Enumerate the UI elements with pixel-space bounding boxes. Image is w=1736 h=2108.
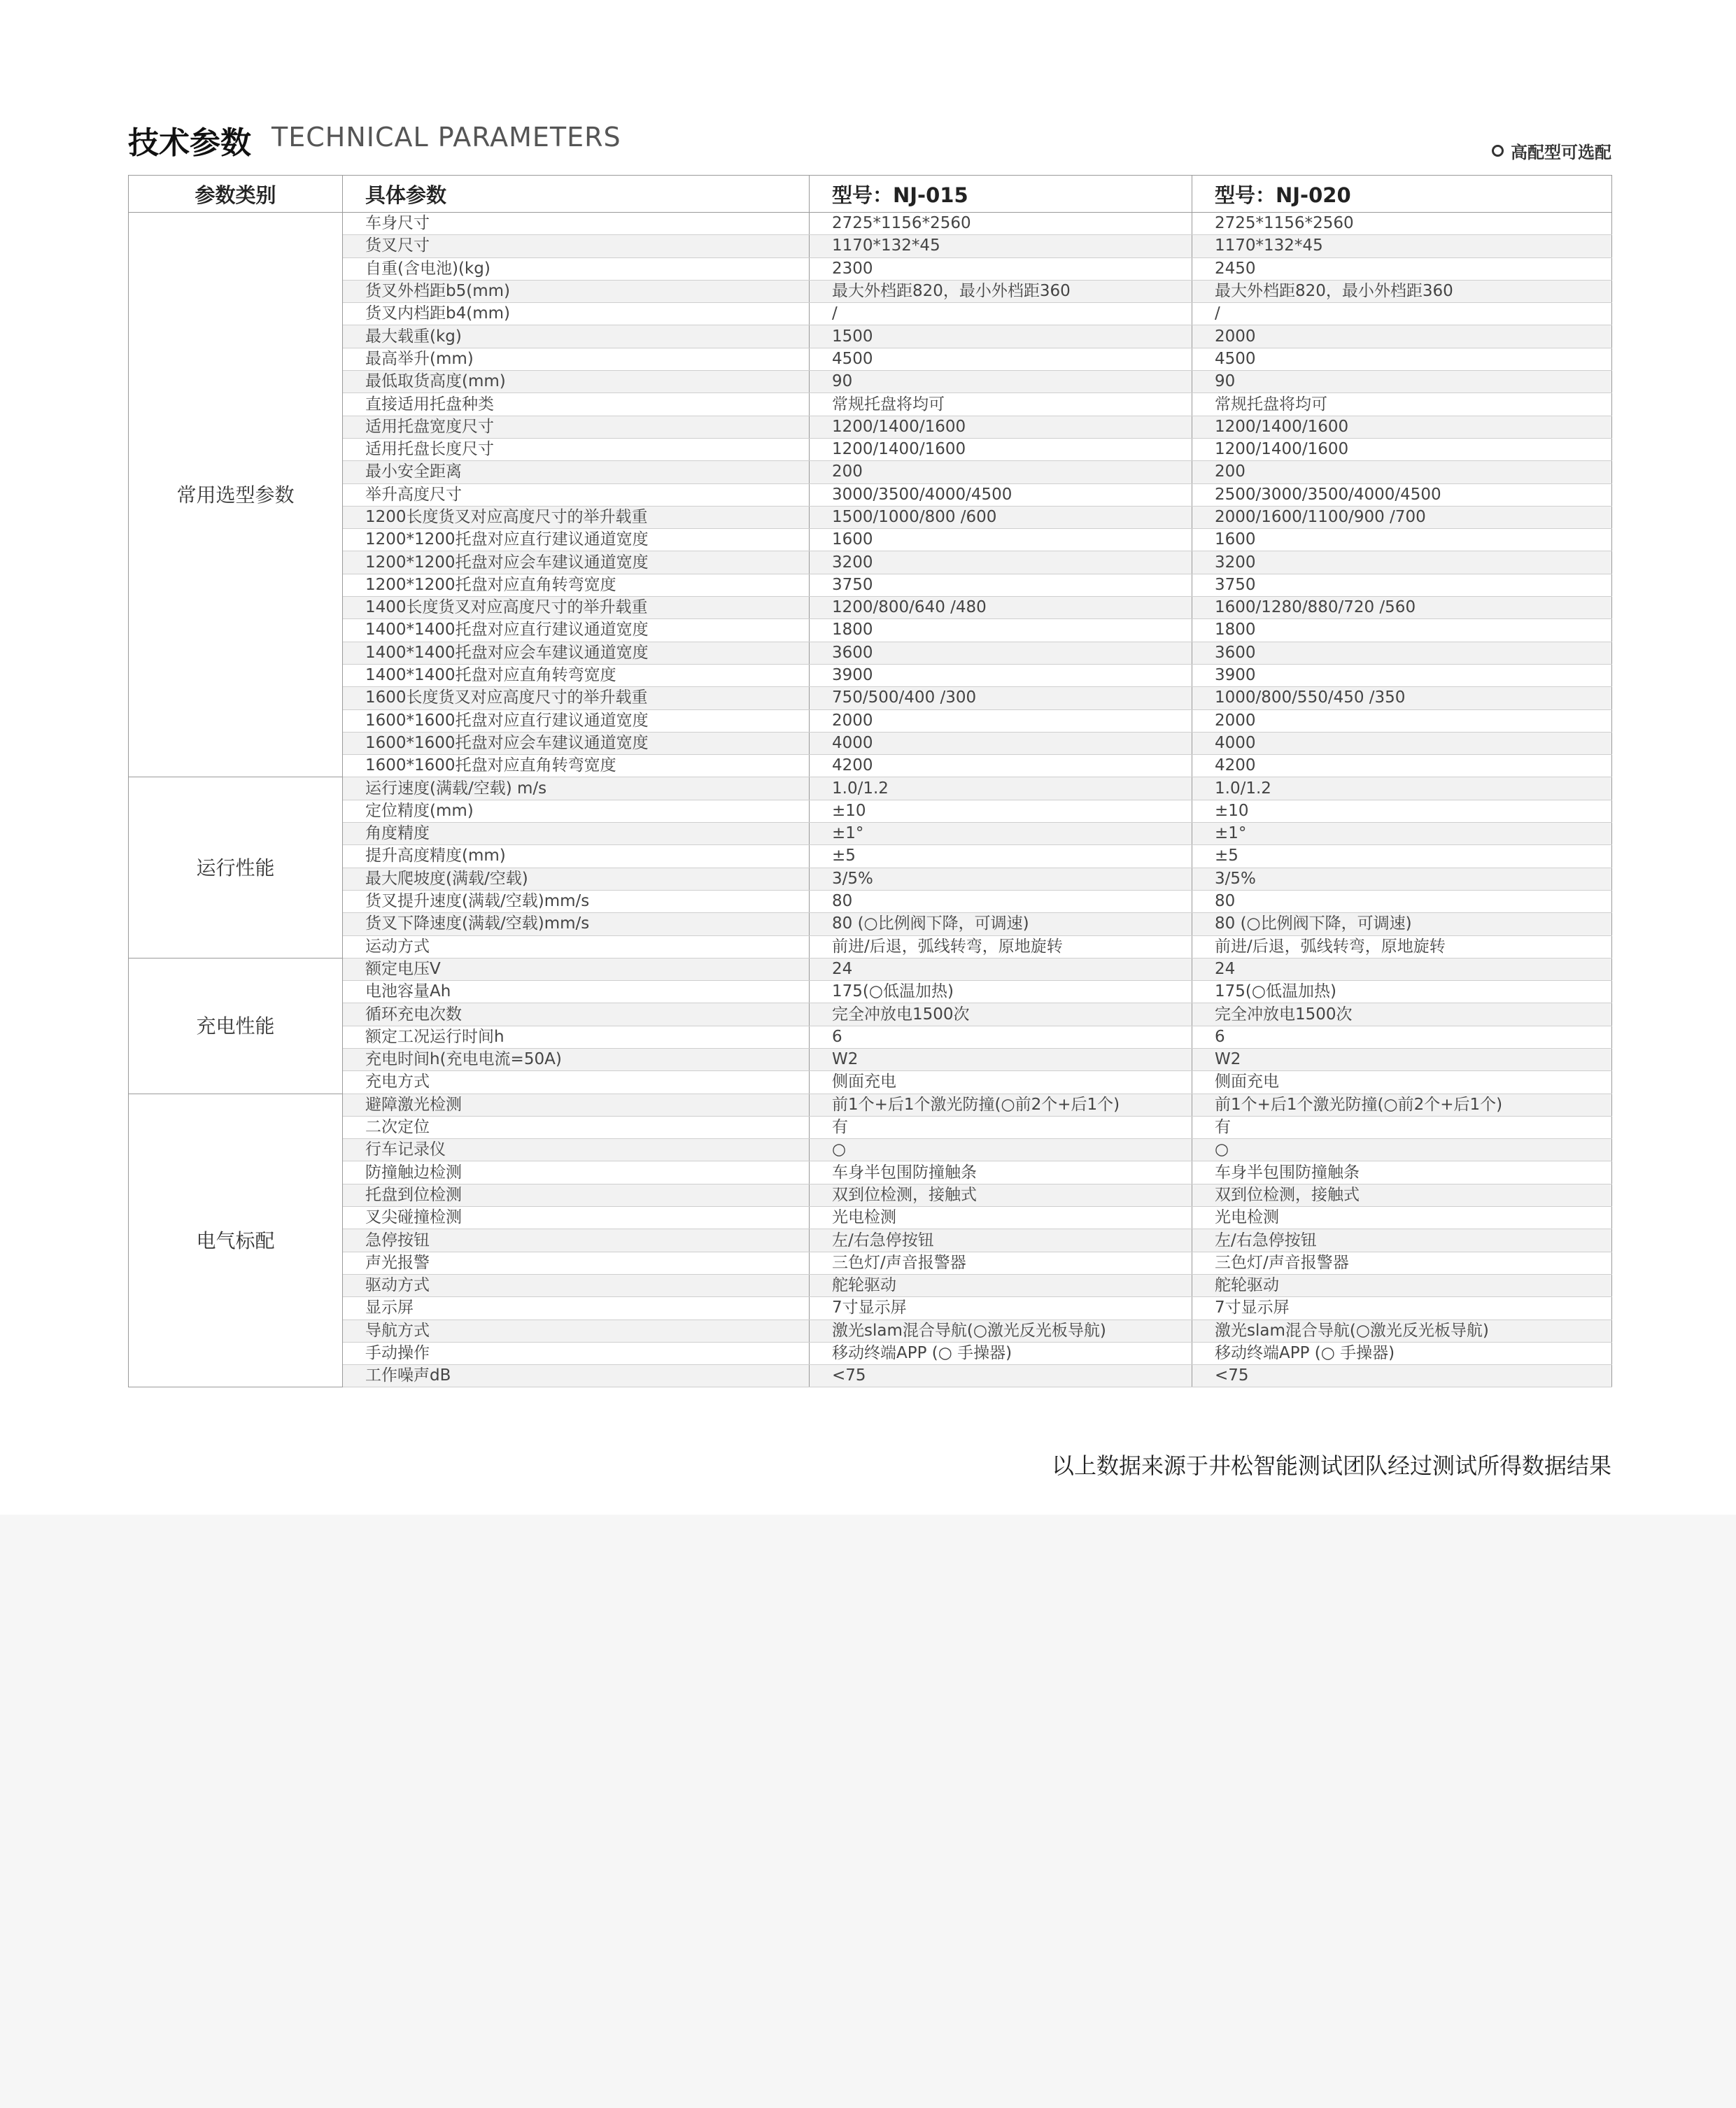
nj015-value-cell: <75 bbox=[810, 1365, 1192, 1387]
param-name-cell: 直接适用托盘种类 bbox=[343, 393, 810, 416]
nj020-value-cell: ±1° bbox=[1192, 823, 1612, 845]
nj015-value-cell: 3750 bbox=[810, 574, 1192, 596]
nj020-value-cell: 1800 bbox=[1192, 619, 1612, 642]
nj020-value-cell: 前进/后退，弧线转弯，原地旋转 bbox=[1192, 935, 1612, 958]
nj020-value-cell: 2000 bbox=[1192, 325, 1612, 348]
data-source-note: 以上数据来源于井松智能测试团队经过测试所得数据结果 bbox=[1051, 1452, 1611, 1479]
param-name-cell: 适用托盘长度尺寸 bbox=[343, 438, 810, 460]
table-row bbox=[129, 551, 1612, 574]
nj015-value-cell: 侧面充电 bbox=[810, 1071, 1192, 1094]
table-row bbox=[129, 506, 1612, 528]
table-row bbox=[129, 1094, 1612, 1116]
param-name-cell: 充电时间h(充电电流=50A) bbox=[343, 1048, 810, 1070]
nj015-value-cell: 1500/1000/800 /600 bbox=[810, 506, 1192, 528]
nj020-value-cell: 光电检测 bbox=[1192, 1207, 1612, 1229]
param-name-cell: 1400*1400托盘对应会车建议通道宽度 bbox=[343, 642, 810, 664]
param-name-cell: 自重(含电池)(kg) bbox=[343, 257, 810, 280]
nj020-value-cell: 左/右急停按钮 bbox=[1192, 1229, 1612, 1252]
nj020-value-cell: 移动终端APP (○ 手操器) bbox=[1192, 1342, 1612, 1364]
category-cell: 运行性能 bbox=[129, 777, 343, 958]
table-row bbox=[129, 709, 1612, 732]
column-header: 型号：NJ-015 bbox=[810, 176, 1192, 213]
nj015-value-cell: 三色灯/声音报警器 bbox=[810, 1252, 1192, 1274]
param-name-cell: 避障激光检测 bbox=[343, 1094, 810, 1116]
table-row bbox=[129, 348, 1612, 370]
table-row bbox=[129, 823, 1612, 845]
nj015-value-cell: 有 bbox=[810, 1116, 1192, 1138]
nj020-value-cell: 4000 bbox=[1192, 732, 1612, 754]
param-name-cell: 1200*1200托盘对应直行建议通道宽度 bbox=[343, 529, 810, 551]
nj015-value-cell: 2000 bbox=[810, 709, 1192, 732]
param-name-cell: 驱动方式 bbox=[343, 1274, 810, 1296]
param-name-cell: 运动方式 bbox=[343, 935, 810, 958]
nj015-value-cell: W2 bbox=[810, 1048, 1192, 1070]
param-name-cell: 1600*1600托盘对应会车建议通道宽度 bbox=[343, 732, 810, 754]
category-cell: 常用选型参数 bbox=[129, 213, 343, 777]
nj020-value-cell: 1200/1400/1600 bbox=[1192, 416, 1612, 438]
table-row bbox=[129, 1365, 1612, 1387]
nj015-value-cell: 前1个+后1个激光防撞(○前2个+后1个) bbox=[810, 1094, 1192, 1116]
table-row bbox=[129, 438, 1612, 460]
nj020-value-cell: / bbox=[1192, 303, 1612, 325]
nj015-value-cell: 3200 bbox=[810, 551, 1192, 574]
table-row bbox=[129, 303, 1612, 325]
nj015-value-cell: 175(○低温加热) bbox=[810, 981, 1192, 1003]
table-row bbox=[129, 213, 1612, 235]
nj020-value-cell: ±5 bbox=[1192, 845, 1612, 868]
nj020-value-cell: W2 bbox=[1192, 1048, 1612, 1070]
table-row bbox=[129, 1252, 1612, 1274]
param-name-cell: 托盘到位检测 bbox=[343, 1184, 810, 1206]
nj020-value-cell: 3200 bbox=[1192, 551, 1612, 574]
legend-label: 高配型可选配 bbox=[1511, 143, 1611, 162]
nj020-value-cell: 3/5% bbox=[1192, 868, 1612, 890]
param-name-cell: 运行速度(满载/空载) m/s bbox=[343, 777, 810, 800]
table-row bbox=[129, 958, 1612, 980]
nj015-value-cell: 2725*1156*2560 bbox=[810, 213, 1192, 235]
nj015-value-cell: 1.0/1.2 bbox=[810, 777, 1192, 800]
circle-icon bbox=[1492, 145, 1504, 157]
nj020-value-cell: 6 bbox=[1192, 1026, 1612, 1048]
param-name-cell: 1400长度货叉对应高度尺寸的举升载重 bbox=[343, 597, 810, 619]
nj020-value-cell: 175(○低温加热) bbox=[1192, 981, 1612, 1003]
nj015-value-cell: 1200/1400/1600 bbox=[810, 438, 1192, 460]
param-name-cell: 二次定位 bbox=[343, 1116, 810, 1138]
nj015-value-cell: 3/5% bbox=[810, 868, 1192, 890]
param-name-cell: 声光报警 bbox=[343, 1252, 810, 1274]
table-row bbox=[129, 1229, 1612, 1252]
nj020-value-cell: 最大外档距820，最小外档距360 bbox=[1192, 280, 1612, 302]
table-row bbox=[129, 868, 1612, 890]
table-row bbox=[129, 1207, 1612, 1229]
table-row bbox=[129, 371, 1612, 393]
param-name-cell: 提升高度精度(mm) bbox=[343, 845, 810, 868]
param-name-cell: 1600长度货叉对应高度尺寸的举升载重 bbox=[343, 687, 810, 709]
nj020-value-cell: 200 bbox=[1192, 461, 1612, 483]
table-row bbox=[129, 1320, 1612, 1342]
param-name-cell: 循环充电次数 bbox=[343, 1003, 810, 1026]
nj020-value-cell: ±10 bbox=[1192, 800, 1612, 822]
table-row bbox=[129, 1026, 1612, 1048]
nj015-value-cell: ○ bbox=[810, 1139, 1192, 1161]
nj015-value-cell: 4200 bbox=[810, 755, 1192, 777]
param-name-cell: 货叉下降速度(满载/空载)mm/s bbox=[343, 913, 810, 935]
param-name-cell: 货叉尺寸 bbox=[343, 235, 810, 257]
param-name-cell: 工作噪声dB bbox=[343, 1365, 810, 1387]
table-header-row bbox=[129, 176, 1612, 213]
column-header: 具体参数 bbox=[343, 176, 810, 213]
column-header: 参数类别 bbox=[129, 176, 343, 213]
param-name-cell: 车身尺寸 bbox=[343, 213, 810, 235]
nj015-value-cell: 左/右急停按钮 bbox=[810, 1229, 1192, 1252]
nj015-value-cell: 舵轮驱动 bbox=[810, 1274, 1192, 1296]
nj015-value-cell: ±1° bbox=[810, 823, 1192, 845]
nj015-value-cell: 3600 bbox=[810, 642, 1192, 664]
param-name-cell: 最高举升(mm) bbox=[343, 348, 810, 370]
param-name-cell: 电池容量Ah bbox=[343, 981, 810, 1003]
nj015-value-cell: / bbox=[810, 303, 1192, 325]
table-row bbox=[129, 687, 1612, 709]
nj015-value-cell: 3000/3500/4000/4500 bbox=[810, 483, 1192, 506]
nj015-value-cell: ±10 bbox=[810, 800, 1192, 822]
category-cell: 充电性能 bbox=[129, 958, 343, 1094]
table-row bbox=[129, 981, 1612, 1003]
nj020-value-cell: 前1个+后1个激光防撞(○前2个+后1个) bbox=[1192, 1094, 1612, 1116]
table-row bbox=[129, 1003, 1612, 1026]
nj015-value-cell: 80 bbox=[810, 890, 1192, 912]
nj020-value-cell: 3600 bbox=[1192, 642, 1612, 664]
table-row bbox=[129, 1161, 1612, 1184]
nj015-value-cell: 7寸显示屏 bbox=[810, 1297, 1192, 1320]
param-name-cell: 急停按钮 bbox=[343, 1229, 810, 1252]
nj020-value-cell: 2000/1600/1100/900 /700 bbox=[1192, 506, 1612, 528]
param-name-cell: 防撞触边检测 bbox=[343, 1161, 810, 1184]
param-name-cell: 额定工况运行时间h bbox=[343, 1026, 810, 1048]
table-row bbox=[129, 913, 1612, 935]
nj015-value-cell: 200 bbox=[810, 461, 1192, 483]
table-row bbox=[129, 235, 1612, 257]
param-name-cell: 货叉外档距b5(mm) bbox=[343, 280, 810, 302]
nj015-value-cell: 移动终端APP (○ 手操器) bbox=[810, 1342, 1192, 1364]
nj020-value-cell: 90 bbox=[1192, 371, 1612, 393]
column-header: 型号：NJ-020 bbox=[1192, 176, 1612, 213]
table-body bbox=[129, 213, 1612, 1387]
table-row bbox=[129, 597, 1612, 619]
nj020-value-cell: 侧面充电 bbox=[1192, 1071, 1612, 1094]
nj020-value-cell: 2725*1156*2560 bbox=[1192, 213, 1612, 235]
param-name-cell: 1400*1400托盘对应直行建议通道宽度 bbox=[343, 619, 810, 642]
nj020-value-cell: 7寸显示屏 bbox=[1192, 1297, 1612, 1320]
nj015-value-cell: 最大外档距820，最小外档距360 bbox=[810, 280, 1192, 302]
nj015-value-cell: 常规托盘将均可 bbox=[810, 393, 1192, 416]
nj020-value-cell: 三色灯/声音报警器 bbox=[1192, 1252, 1612, 1274]
nj020-value-cell: 常规托盘将均可 bbox=[1192, 393, 1612, 416]
table-row bbox=[129, 1139, 1612, 1161]
table-row bbox=[129, 1297, 1612, 1320]
param-name-cell: 1200*1200托盘对应直角转弯宽度 bbox=[343, 574, 810, 596]
nj015-value-cell: 4500 bbox=[810, 348, 1192, 370]
nj015-value-cell: 6 bbox=[810, 1026, 1192, 1048]
nj015-value-cell: 4000 bbox=[810, 732, 1192, 754]
table-row bbox=[129, 1184, 1612, 1206]
table-row bbox=[129, 935, 1612, 958]
nj020-value-cell: 1600/1280/880/720 /560 bbox=[1192, 597, 1612, 619]
nj020-value-cell: 2500/3000/3500/4000/4500 bbox=[1192, 483, 1612, 506]
param-name-cell: 叉尖碰撞检测 bbox=[343, 1207, 810, 1229]
page-subtitle: TECHNICAL PARAMETERS bbox=[271, 122, 621, 153]
nj015-value-cell: ±5 bbox=[810, 845, 1192, 868]
param-name-cell: 举升高度尺寸 bbox=[343, 483, 810, 506]
param-name-cell: 1200长度货叉对应高度尺寸的举升载重 bbox=[343, 506, 810, 528]
param-name-cell: 适用托盘宽度尺寸 bbox=[343, 416, 810, 438]
table-row bbox=[129, 755, 1612, 777]
spec-table bbox=[128, 175, 1612, 1387]
param-name-cell: 最大载重(kg) bbox=[343, 325, 810, 348]
param-name-cell: 最小安全距离 bbox=[343, 461, 810, 483]
nj020-value-cell: 80 bbox=[1192, 890, 1612, 912]
nj020-value-cell: 1000/800/550/450 /350 bbox=[1192, 687, 1612, 709]
table-row bbox=[129, 800, 1612, 822]
table-row bbox=[129, 619, 1612, 642]
table-row bbox=[129, 1071, 1612, 1094]
category-cell: 电气标配 bbox=[129, 1094, 343, 1387]
nj020-value-cell: 2000 bbox=[1192, 709, 1612, 732]
nj020-value-cell: ○ bbox=[1192, 1139, 1612, 1161]
table-row bbox=[129, 777, 1612, 800]
nj020-value-cell: 3900 bbox=[1192, 664, 1612, 686]
nj020-value-cell: 4500 bbox=[1192, 348, 1612, 370]
page-header bbox=[128, 112, 1611, 164]
nj015-value-cell: 2300 bbox=[810, 257, 1192, 280]
param-name-cell: 货叉提升速度(满载/空载)mm/s bbox=[343, 890, 810, 912]
nj020-value-cell: <75 bbox=[1192, 1365, 1612, 1387]
table-row bbox=[129, 393, 1612, 416]
nj015-value-cell: 1200/800/640 /480 bbox=[810, 597, 1192, 619]
nj020-value-cell: 车身半包围防撞触条 bbox=[1192, 1161, 1612, 1184]
table-row bbox=[129, 1048, 1612, 1070]
table-row bbox=[129, 325, 1612, 348]
nj015-value-cell: 光电检测 bbox=[810, 1207, 1192, 1229]
table-row bbox=[129, 642, 1612, 664]
nj015-value-cell: 80 (○比例阀下降，可调速) bbox=[810, 913, 1192, 935]
nj020-value-cell: 80 (○比例阀下降，可调速) bbox=[1192, 913, 1612, 935]
param-name-cell: 最大爬坡度(满载/空载) bbox=[343, 868, 810, 890]
nj020-value-cell: 1200/1400/1600 bbox=[1192, 438, 1612, 460]
nj015-value-cell: 1600 bbox=[810, 529, 1192, 551]
table-row bbox=[129, 483, 1612, 506]
param-name-cell: 行车记录仪 bbox=[343, 1139, 810, 1161]
nj020-value-cell: 3750 bbox=[1192, 574, 1612, 596]
param-name-cell: 货叉内档距b4(mm) bbox=[343, 303, 810, 325]
nj020-value-cell: 舵轮驱动 bbox=[1192, 1274, 1612, 1296]
nj020-value-cell: 1.0/1.2 bbox=[1192, 777, 1612, 800]
nj020-value-cell: 1170*132*45 bbox=[1192, 235, 1612, 257]
param-name-cell: 显示屏 bbox=[343, 1297, 810, 1320]
drawings-svg bbox=[0, 1515, 1736, 2108]
nj020-value-cell: 24 bbox=[1192, 958, 1612, 980]
param-name-cell: 定位精度(mm) bbox=[343, 800, 810, 822]
nj020-value-cell: 有 bbox=[1192, 1116, 1612, 1138]
nj020-value-cell: 4200 bbox=[1192, 755, 1612, 777]
nj015-value-cell: 1800 bbox=[810, 619, 1192, 642]
param-name-cell: 1200*1200托盘对应会车建议通道宽度 bbox=[343, 551, 810, 574]
nj020-value-cell: 完全冲放电1500次 bbox=[1192, 1003, 1612, 1026]
nj015-value-cell: 双到位检测，接触式 bbox=[810, 1184, 1192, 1206]
optional-legend bbox=[1492, 139, 1611, 163]
table-row bbox=[129, 664, 1612, 686]
param-name-cell: 角度精度 bbox=[343, 823, 810, 845]
nj015-value-cell: 1200/1400/1600 bbox=[810, 416, 1192, 438]
table-row bbox=[129, 890, 1612, 912]
nj015-value-cell: 3900 bbox=[810, 664, 1192, 686]
table-row bbox=[129, 257, 1612, 280]
table-row bbox=[129, 1274, 1612, 1296]
table-row bbox=[129, 529, 1612, 551]
nj020-value-cell: 激光slam混合导航(○激光反光板导航) bbox=[1192, 1320, 1612, 1342]
param-name-cell: 导航方式 bbox=[343, 1320, 810, 1342]
param-name-cell: 最低取货高度(mm) bbox=[343, 371, 810, 393]
param-name-cell: 1400*1400托盘对应直角转弯宽度 bbox=[343, 664, 810, 686]
nj015-value-cell: 750/500/400 /300 bbox=[810, 687, 1192, 709]
table-row bbox=[129, 574, 1612, 596]
table-row bbox=[129, 1116, 1612, 1138]
param-name-cell: 手动操作 bbox=[343, 1342, 810, 1364]
nj015-value-cell: 1170*132*45 bbox=[810, 235, 1192, 257]
param-name-cell: 1600*1600托盘对应直角转弯宽度 bbox=[343, 755, 810, 777]
nj020-value-cell: 2450 bbox=[1192, 257, 1612, 280]
technical-drawings bbox=[0, 1515, 1736, 2108]
nj015-value-cell: 车身半包围防撞触条 bbox=[810, 1161, 1192, 1184]
table-row bbox=[129, 732, 1612, 754]
nj015-value-cell: 90 bbox=[810, 371, 1192, 393]
nj015-value-cell: 1500 bbox=[810, 325, 1192, 348]
nj020-value-cell: 1600 bbox=[1192, 529, 1612, 551]
page-title: 技术参数 bbox=[128, 125, 251, 161]
table-row bbox=[129, 1342, 1612, 1364]
nj015-value-cell: 前进/后退，弧线转弯，原地旋转 bbox=[810, 935, 1192, 958]
nj015-value-cell: 激光slam混合导航(○激光反光板导航) bbox=[810, 1320, 1192, 1342]
param-name-cell: 1600*1600托盘对应直行建议通道宽度 bbox=[343, 709, 810, 732]
nj015-value-cell: 完全冲放电1500次 bbox=[810, 1003, 1192, 1026]
table-row bbox=[129, 416, 1612, 438]
table-row bbox=[129, 461, 1612, 483]
table-row bbox=[129, 845, 1612, 868]
param-name-cell: 额定电压V bbox=[343, 958, 810, 980]
nj015-value-cell: 24 bbox=[810, 958, 1192, 980]
param-name-cell: 充电方式 bbox=[343, 1071, 810, 1094]
table-row bbox=[129, 280, 1612, 302]
nj020-value-cell: 双到位检测，接触式 bbox=[1192, 1184, 1612, 1206]
